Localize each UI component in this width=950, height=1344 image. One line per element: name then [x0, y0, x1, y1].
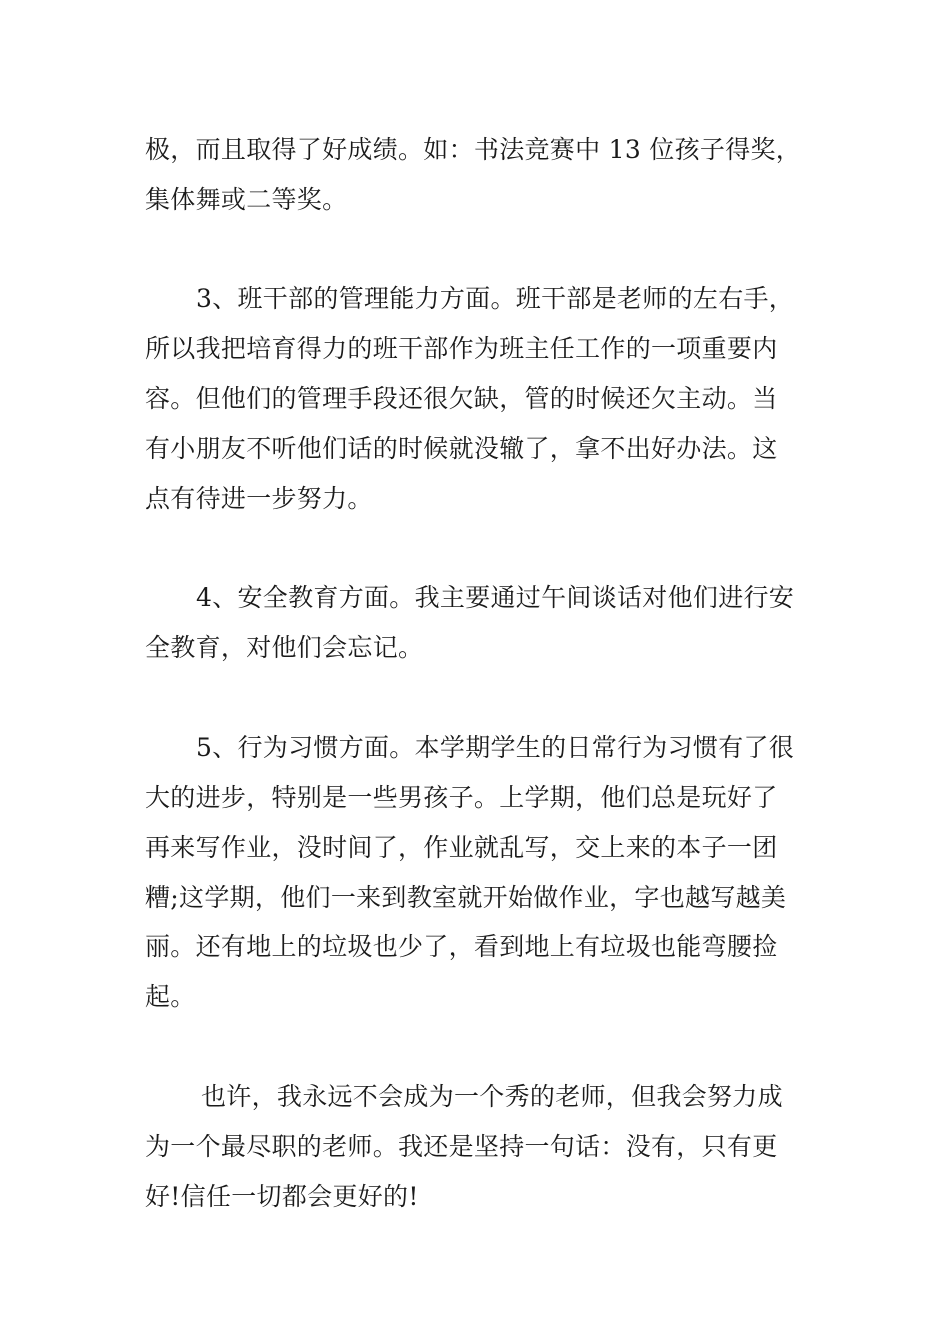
- paragraph-5-line-3: 好!信任一切都会更好的!: [145, 1182, 419, 1211]
- paragraph-4-line-3: 再来写作业，没时间了，作业就乱写，交上来的本子一团: [145, 833, 778, 862]
- paragraph-4-line-6: 起。: [145, 982, 196, 1011]
- paragraph-4-line-5: 丽。还有地上的垃圾也少了，看到地上有垃圾也能弯腰捡: [145, 932, 778, 961]
- paragraph-5-line-1: 也许，我永远不会成为一个秀的老师，但我会努力成: [201, 1082, 783, 1111]
- paragraph-3-line-1: 4、安全教育方面。我主要通过午间谈话对他们进行安: [196, 583, 795, 612]
- paragraph-2-line-1: 3、班干部的管理能力方面。班干部是老师的左右手，: [196, 284, 795, 313]
- paragraph-4-line-2: 大的进步，特别是一些男孩子。上学期，他们总是玩好了: [145, 783, 778, 812]
- paragraph-2-line-5: 点有待进一步努力。: [145, 484, 373, 513]
- paragraph-2-line-4: 有小朋友不听他们话的时候就没辙了，拿不出好办法。这: [145, 434, 778, 463]
- paragraph-1-line-1: 极，而且取得了好成绩。如：书法竞赛中 13 位孩子得奖，: [145, 135, 802, 164]
- paragraph-4-line-4: 糟;这学期，他们一来到教室就开始做作业，字也越写越美: [145, 883, 787, 912]
- paragraph-4-line-1: 5、行为习惯方面。本学期学生的日常行为习惯有了很: [196, 733, 795, 762]
- paragraph-2-line-2: 所以我把培育得力的班干部作为班主任工作的一项重要内: [145, 334, 778, 363]
- paragraph-2-line-3: 容。但他们的管理手段还很欠缺，管的时候还欠主动。当: [145, 384, 778, 413]
- paragraph-3-line-2: 全教育，对他们会忘记。: [145, 633, 424, 662]
- paragraph-1-line-2: 集体舞或二等奖。: [145, 185, 348, 214]
- paragraph-5-line-2: 为一个最尽职的老师。我还是坚持一句话：没有，只有更: [145, 1132, 778, 1161]
